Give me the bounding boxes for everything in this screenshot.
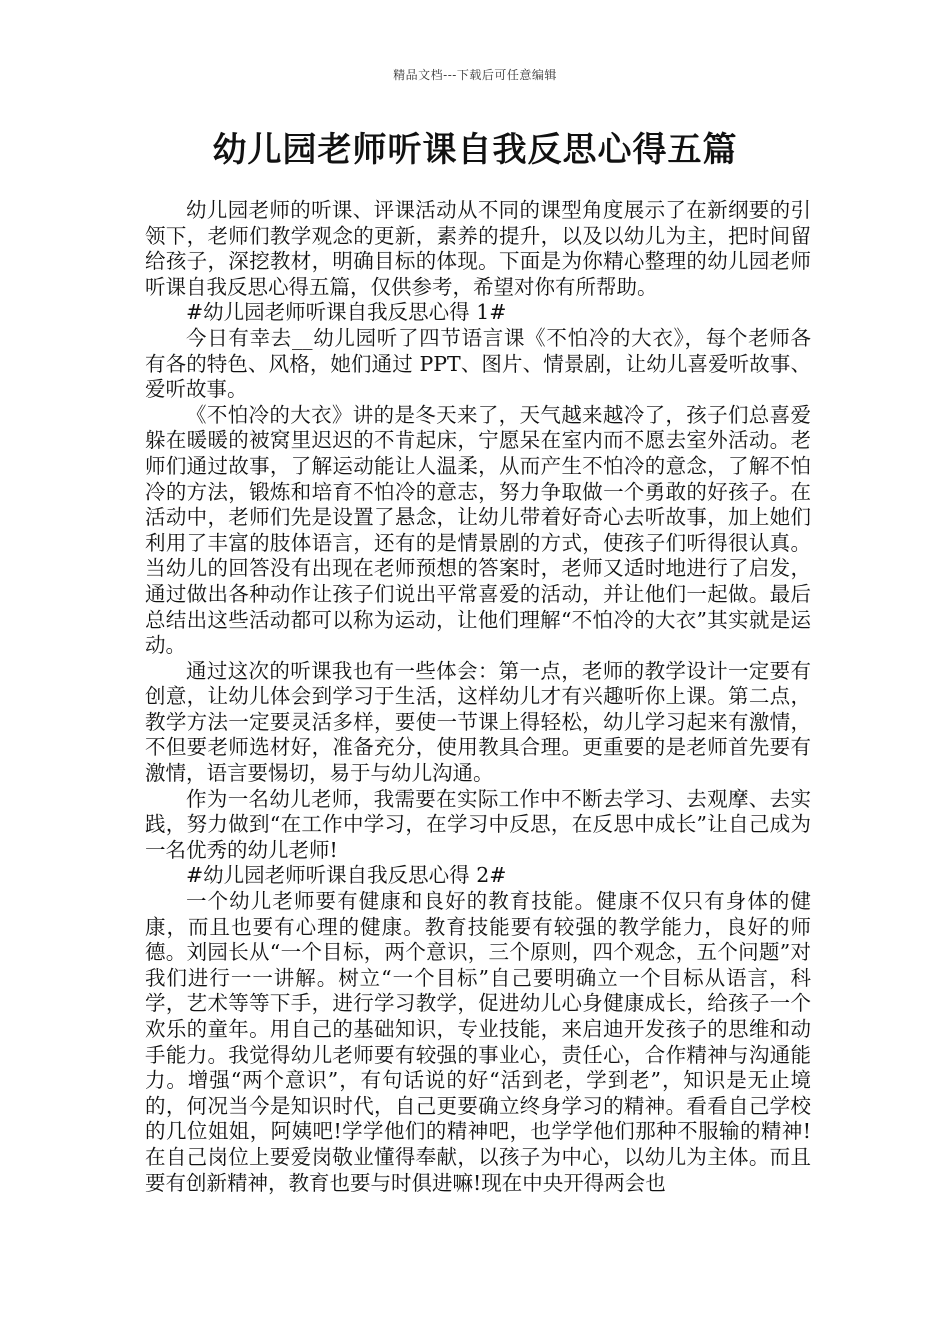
- header-note: 精品文档---下载后可任意编辑: [393, 68, 557, 82]
- body-paragraph: 作为一名幼儿老师，我需要在实际工作中不断去学习、去观摩、去实践，努力做到“在工作中学习，在学习中反思，在反思中成长”让自己成为一名优秀的幼儿老师!: [145, 786, 811, 862]
- body-paragraph: 通过这次的听课我也有一些体会：第一点，老师的教学设计一定要有创意，让幼儿体会到学习于生活，这样幼儿才有兴趣听你上课。第二点，教学方法一定要灵活多样，要使一节课上得轻松，幼儿学习起来有激情，不但要老师选材好，准备充分，使用教具合理。更重要的是老师首先要有激情，语言要惕切，易于与幼儿沟通。: [145, 658, 811, 786]
- document-body: [145, 198, 811, 1196]
- document-title: 幼儿园老师听课自我反思心得五篇: [212, 130, 738, 170]
- section-heading-1: #幼儿园老师听课自我反思心得 1#: [186, 300, 507, 325]
- body-paragraph: 《不怕冷的大衣》讲的是冬天来了，天气越来越冷了，孩子们总喜爱躲在暖暖的被窝里迟迟的不肯起床，宁愿呆在室内而不愿去室外活动。老师们通过故事，了解运动能让人温柔，从而产生不怕冷的意念，了解不怕冷的方法，锻炼和培育不怕冷的意志，努力争取做一个勇敢的好孩子。在活动中，老师们先是设置了悬念，让幼儿带着好奇心去听故事，加上她们利用了丰富的肢体语言，还有的是情景剧的方式，使孩子们听得很认真。当幼儿的回答没有出现在老师预想的答案时，老师又适时地进行了启发，通过做出各种动作让孩子们说出平常喜爱的活动，并让他们一起做。最后总结出这些活动都可以称为运动，让他们理解“不怕冷的大衣”其实就是运动。: [145, 402, 811, 658]
- body-paragraph: 一个幼儿老师要有健康和良好的教育技能。健康不仅只有身体的健康，而且也要有心理的健康。教育技能要有较强的教学能力，良好的师德。刘园长从“一个目标，两个意识，三个原则，四个观念，五个问题”对我们进行一一讲解。树立“一个目标”自己要明确立一个目标从语言，科学，艺术等等下手，进行学习教学，促进幼儿心身健康成长，给孩子一个欢乐的童年。用自己的基础知识，专业技能，来启迪开发孩子的思维和动手能力。我觉得幼儿老师要有较强的事业心，责任心，合作精神与沟通能力。增强“两个意识”，有句话说的好“活到老，学到老”，知识是无止境的，何况当今是知识时代，自己更要确立终身学习的精神。看看自己学校的几位姐姐，阿姨吧!学学他们的精神吧，也学学他们那种不服输的精神!在自己岗位上要爱岗敬业懂得奉献，以孩子为中心，以幼儿为主体。而且要有创新精神，教育也要与时俱进嘛!现在中央开得两会也: [145, 889, 811, 1195]
- intro-paragraph: 幼儿园老师的听课、评课活动从不同的课型角度展示了在新纲要的引领下，老师们教学观念的更新，素养的提升，以及以幼儿为主，把时间留给孩子，深挖教材，明确目标的体现。下面是为你精心整理的幼儿园老师听课自我反思心得五篇，仅供参考，希望对你有所帮助。: [145, 198, 811, 299]
- body-paragraph: 今日有幸去__幼儿园听了四节语言课《不怕冷的大衣》，每个老师各有各的特色、风格，她们通过 PPT、图片、情景剧，让幼儿喜爱听故事、爱听故事。: [145, 325, 811, 402]
- section-heading-2: #幼儿园老师听课自我反思心得 2#: [186, 863, 507, 888]
